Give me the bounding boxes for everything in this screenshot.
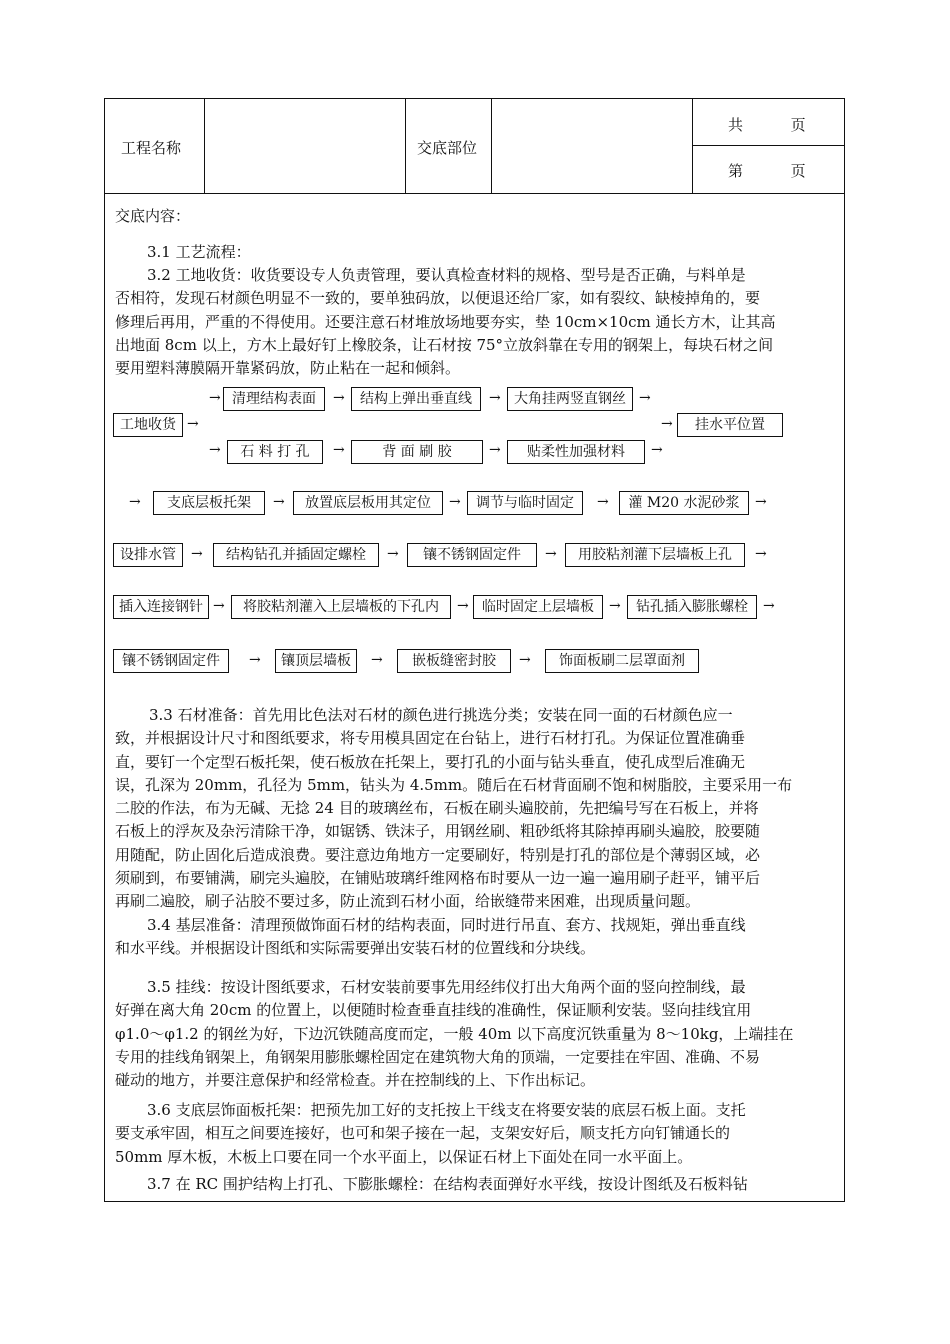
paragraph-3-2 xyxy=(115,264,837,380)
arrow-icon: → xyxy=(371,652,383,668)
arrow-icon: → xyxy=(449,494,461,510)
text-line: 二胶的作法，布为无碱、无捻 24 目的玻璃丝布，石板在刷头遍胶前，先把编号写在石板上，并将 xyxy=(115,799,759,818)
flow-step: 背 面 刷 胶 xyxy=(351,440,483,464)
flow-step: 镶顶层墙板 xyxy=(275,649,357,673)
paragraph-3-6 xyxy=(115,1099,837,1169)
arrow-icon: → xyxy=(755,494,767,510)
text-line: 专用的挂线角钢架上，角钢架用膨胀螺栓固定在建筑物大角的顶端，一定要挂在牢固、准确、不易 xyxy=(115,1047,761,1066)
flow-step: 嵌板缝密封胶 xyxy=(397,649,511,673)
paragraph-3-3 xyxy=(115,704,837,914)
text-line: 3.7 在 RC 围护结构上打孔、下膨胀螺栓：在结构表面弹好水平线，按设计图纸及石板料钻 xyxy=(147,1175,748,1193)
flow-step: 插入连接钢针 xyxy=(113,595,209,619)
arrow-icon: → xyxy=(213,598,225,614)
header-table xyxy=(105,99,844,194)
arrow-icon: → xyxy=(209,442,221,458)
arrow-icon: → xyxy=(209,390,221,406)
flow-step: 灌 M20 水泥砂浆 xyxy=(619,491,749,515)
flow-step: 钻孔插入膨胀螺栓 xyxy=(627,595,757,619)
text-line: 50mm 厚木板，木板上口要在同一个水平面上，以保证石材上下面处在同一水平面上。 xyxy=(115,1147,693,1166)
project-name-label: 工程名称 xyxy=(121,139,182,157)
section-3-1-heading: 3.1 工艺流程： xyxy=(147,243,251,261)
text-line: 直，要钉一个定型石板托架，使石板放在托架上，要打孔的小面与钻头垂直，使孔成型后准确无 xyxy=(115,752,746,771)
arrow-icon: → xyxy=(609,598,621,614)
arrow-icon: → xyxy=(489,442,501,458)
text-line: 好弹在离大角 20cm 的位置上，以便随时检查垂直挂线的准确性，保证顺利安装。竖向挂线宜用 xyxy=(115,1001,752,1020)
flow-step: 结构钻孔并插固定螺栓 xyxy=(213,543,379,567)
header-divider xyxy=(692,99,693,193)
flow-step: 镶不锈钢固定件 xyxy=(407,543,537,567)
header-divider xyxy=(405,99,406,193)
flow-step: 临时固定上层墙板 xyxy=(473,595,603,619)
header-divider xyxy=(692,145,844,146)
arrow-icon: → xyxy=(129,494,141,510)
arrow-icon: → xyxy=(191,546,203,562)
content-label: 交底内容： xyxy=(115,207,191,225)
flow-step: 清理结构表面 xyxy=(223,387,325,411)
arrow-icon: → xyxy=(755,546,767,562)
arrow-icon: → xyxy=(387,546,399,562)
text-line: 致，并根据设计尺寸和图纸要求，将专用模具固定在台钻上，进行石材打孔。为保证位置准确垂 xyxy=(115,729,746,748)
paragraph-3-7 xyxy=(115,1173,837,1196)
arrow-icon: → xyxy=(187,416,199,432)
arrow-icon: → xyxy=(519,652,531,668)
paragraph-3-4 xyxy=(115,914,837,961)
header-divider xyxy=(204,99,205,193)
text-line: 石板上的浮灰及杂污清除干净，如锯锈、铁沫子，用钢丝刷、粗砂纸将其除掉再刷头遍胶，胶要随 xyxy=(115,822,761,841)
flow-step: 将胶粘剂灌入上层墙板的下孔内 xyxy=(231,595,451,619)
flow-step: 挂水平位置 xyxy=(677,413,783,437)
flow-step: 工地收货 xyxy=(113,413,183,437)
arrow-icon: → xyxy=(333,390,345,406)
text-line: 须刷到，布要铺满，刷完头遍胶，在铺贴玻璃纤维网格布时要从一边一遍一遍用刷子赶平，铺平后 xyxy=(115,869,761,888)
text-line: 和水平线。并根据设计图纸和实际需要弹出安装石材的位置线和分块线。 xyxy=(115,939,596,958)
paragraph-3-5 xyxy=(115,976,837,1092)
flow-step: 设排水管 xyxy=(113,543,183,567)
arrow-icon: → xyxy=(333,442,345,458)
text-line: 要支承牢固，相互之间要连接好，也可和架子接在一起，支架安好后，顺支托方向钉铺通长的 xyxy=(115,1124,731,1143)
text-line: 否相符，发现石材颜色明显不一致的，要单独码放，以便退还给厂家，如有裂纹、缺棱掉角的，要 xyxy=(115,289,761,308)
text-line: 3.5 挂线：按设计图纸要求，石材安装前要事先用经纬仪打出大角两个面的竖向控制线，最 xyxy=(147,978,746,996)
arrow-icon: → xyxy=(651,442,663,458)
text-line: 要用塑料薄膜隔开靠紧码放，防止粘在一起和倾斜。 xyxy=(115,359,461,378)
arrow-icon: → xyxy=(457,598,469,614)
disclosure-sheet xyxy=(104,98,845,1202)
arrow-icon: → xyxy=(273,494,285,510)
arrow-icon: → xyxy=(661,416,673,432)
arrow-icon: → xyxy=(639,390,651,406)
text-line: 误，孔深为 20mm，孔径为 5mm，钻头为 4.5mm。随后在石材背面刷不饱和树脂胶，主要采用一布 xyxy=(115,775,793,794)
flow-step: 贴柔性加强材料 xyxy=(507,440,645,464)
text-line: 3.6 支底层饰面板托架：把预先加工好的支托按上干线支在将要安装的底层石板上面。支托 xyxy=(147,1101,746,1119)
arrow-icon: → xyxy=(249,652,261,668)
arrow-icon: → xyxy=(489,390,501,406)
text-line: 3.4 基层准备：清理预做饰面石材的结构表面，同时进行吊直、套方、找规矩，弹出垂直线 xyxy=(147,916,746,934)
header-divider xyxy=(491,99,492,193)
flow-step: 用胶粘剂灌下层墙板上孔 xyxy=(565,543,745,567)
flow-step: 石 料 打 孔 xyxy=(227,440,323,464)
text-line: 3.2 工地收货：收货要设专人负责管理，要认真检查材料的规格、型号是否正确，与料单是 xyxy=(147,266,746,284)
arrow-icon: → xyxy=(545,546,557,562)
arrow-icon: → xyxy=(763,598,775,614)
flow-step: 支底层板托架 xyxy=(153,491,265,515)
flow-step: 结构上弹出垂直线 xyxy=(351,387,481,411)
flow-step: 镶不锈钢固定件 xyxy=(113,649,229,673)
total-pages: 共 页 xyxy=(728,116,806,134)
flow-step: 大角挂两竖直钢丝 xyxy=(507,387,633,411)
flow-step: 放置底层板用其定位 xyxy=(293,491,443,515)
text-line: 碰动的地方，并要注意保护和经常检查。并在控制线的上、下作出标记。 xyxy=(115,1071,596,1090)
flow-step: 饰面板刷二层罩面剂 xyxy=(545,649,699,673)
part-label: 交底部位 xyxy=(417,139,478,157)
text-line: 修理后再用，严重的不得使用。还要注意石材堆放场地要夯实，垫 10cm×10cm 通长方木，让其高 xyxy=(115,312,776,331)
page-number: 第 页 xyxy=(728,162,806,180)
text-line: 用随配，防止固化后造成浪费。要注意边角地方一定要刷好，特别是打孔的部位是个薄弱区域，必 xyxy=(115,845,761,864)
text-line: φ1.0～φ1.2 的钢丝为好，下边沉铁随高度而定，一般 40m 以下高度沉铁重量为 8～10kg，上端挂在 xyxy=(115,1024,794,1043)
text-line: 3.3 石材准备：首先用比色法对石材的颜色进行挑选分类；安装在同一面的石材颜色应一 xyxy=(149,706,733,724)
text-line: 出地面 8cm 以上，方木上最好钉上橡胶条，让石材按 75°立放斜靠在专用的钢架上，每块石材之间 xyxy=(115,335,774,354)
flow-step: 调节与临时固定 xyxy=(467,491,583,515)
text-line: 再刷二遍胶，刷子沾胶不要过多，防止流到石材小面，给嵌缝带来困难，出现质量问题。 xyxy=(115,892,701,911)
arrow-icon: → xyxy=(597,494,609,510)
